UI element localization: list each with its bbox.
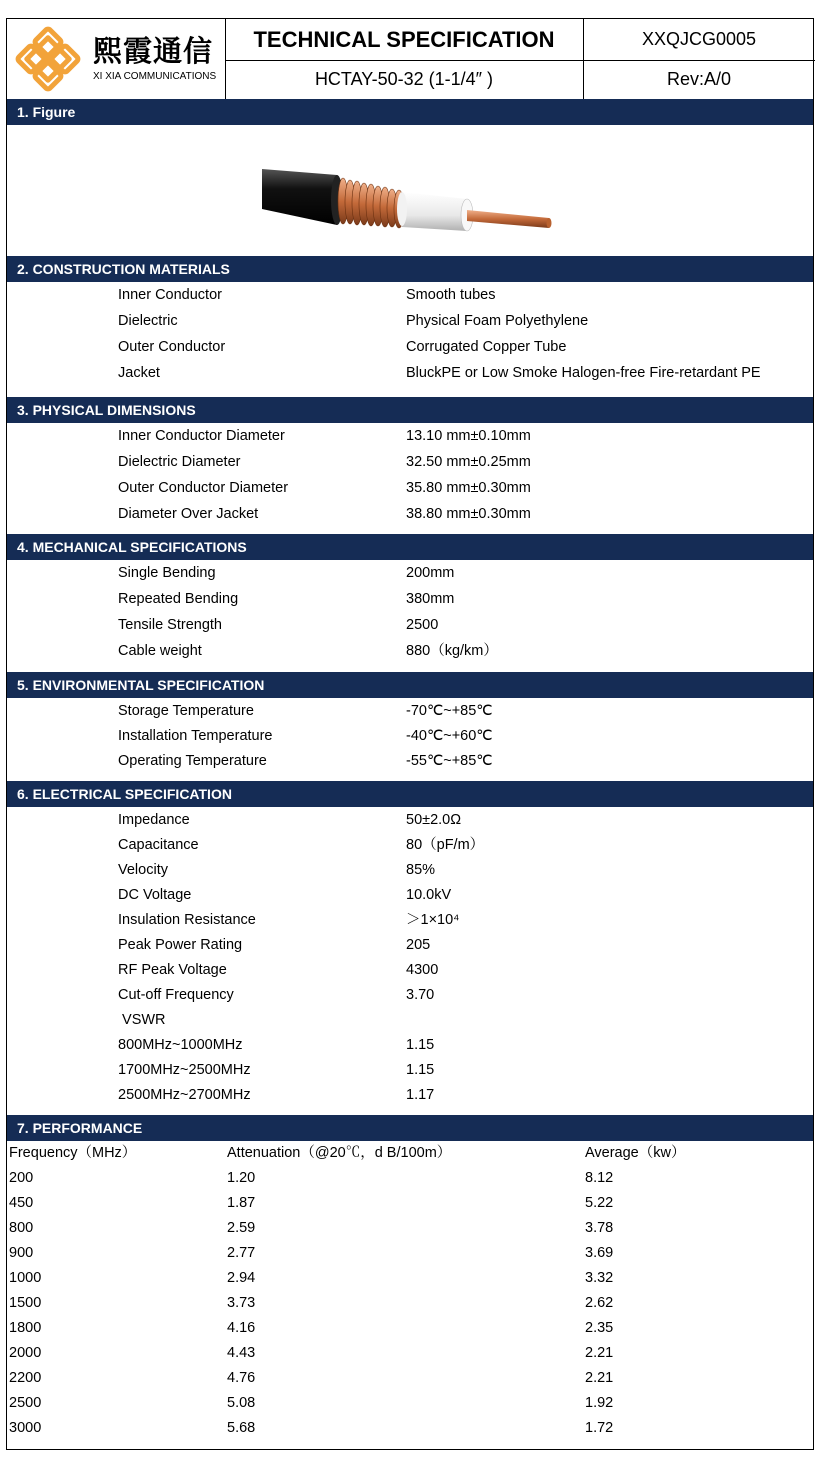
spec-row	[7, 560, 813, 586]
spec-row	[7, 282, 813, 308]
spec-value: Corrugated Copper Tube	[406, 339, 567, 355]
cell-average: 2.21	[585, 1370, 614, 1386]
revision: Rev:A/0	[666, 69, 732, 89]
spec-label: Dielectric	[118, 313, 178, 329]
spec-label: RF Peak Voltage	[118, 962, 227, 978]
table-row	[7, 1341, 813, 1366]
cell-frequency: 450	[9, 1195, 34, 1211]
spec-row	[7, 475, 813, 501]
spec-label: Velocity	[118, 862, 168, 878]
cell-average: 5.22	[585, 1195, 614, 1211]
spec-value: 4300	[406, 962, 439, 978]
spec-label: Insulation Resistance	[118, 912, 256, 928]
spec-row	[7, 982, 813, 1008]
cell-frequency: 2200	[9, 1370, 42, 1386]
cell-attenuation: 2.94	[227, 1270, 256, 1286]
spec-row	[7, 501, 813, 527]
table-row	[7, 1191, 813, 1216]
cable-figure	[257, 161, 557, 251]
spec-row	[7, 638, 813, 664]
cell-attenuation: 4.43	[227, 1345, 256, 1361]
spec-value: 1.17	[406, 1087, 435, 1103]
spec-label: Cable weight	[118, 643, 202, 659]
header	[7, 19, 813, 100]
spec-label: Operating Temperature	[118, 753, 267, 769]
table-row	[7, 1216, 813, 1241]
spec-label: DC Voltage	[118, 887, 192, 903]
spec-value: 1.15	[406, 1037, 435, 1053]
spec-value: 32.50 mm±0.25mm	[406, 454, 531, 470]
spec-label: Impedance	[118, 812, 190, 828]
cell-attenuation: 3.73	[227, 1295, 256, 1311]
spec-row	[7, 360, 813, 386]
spec-label: Jacket	[118, 365, 160, 381]
cell-attenuation: 5.68	[227, 1420, 256, 1436]
spec-value: 35.80 mm±0.30mm	[406, 480, 531, 496]
cell-average: 8.12	[585, 1170, 614, 1186]
table-row	[7, 1241, 813, 1266]
doc-title: TECHNICAL SPECIFICATION	[225, 19, 584, 61]
cell-attenuation: 4.16	[227, 1320, 256, 1336]
spec-label: Repeated Bending	[118, 591, 239, 607]
spec-value: -55℃~+85℃	[406, 753, 493, 769]
cell-frequency: 2000	[9, 1345, 42, 1361]
spec-row	[7, 857, 813, 883]
spec-sheet	[6, 18, 814, 1450]
company-name-cn: 熙霞通信	[93, 36, 214, 68]
spec-value: 85%	[406, 862, 436, 878]
cell-attenuation: 4.76	[227, 1370, 256, 1386]
model-number: HCTAY-50-32 (1-1/4″ )	[225, 60, 584, 99]
spec-value: Smooth tubes	[406, 287, 496, 303]
table-row	[7, 1316, 813, 1341]
spec-row	[7, 748, 813, 774]
spec-row	[7, 932, 813, 958]
section-environmental: 5. ENVIRONMENTAL SPECIFICATION	[7, 672, 813, 698]
cell-average: 2.62	[585, 1295, 614, 1311]
section-physical: 3. PHYSICAL DIMENSIONS	[7, 397, 813, 423]
spec-label: Single Bending	[118, 565, 216, 581]
cell-average: 3.69	[585, 1245, 614, 1261]
cell-frequency: 1000	[9, 1270, 42, 1286]
spec-row	[7, 907, 813, 933]
spec-row	[7, 723, 813, 749]
spec-value: 2500	[406, 617, 439, 633]
company-name-en: XI XIA COMMUNICATIONS	[93, 71, 217, 82]
spec-row	[7, 449, 813, 475]
cell-average: 2.21	[585, 1345, 614, 1361]
spec-value: BluckPE or Low Smoke Halogen-free Fire-retardant PE	[406, 365, 761, 381]
spec-row	[7, 1082, 813, 1108]
spec-label: Outer Conductor	[118, 339, 226, 355]
cell-average: 1.72	[585, 1420, 614, 1436]
spec-row	[7, 423, 813, 449]
spec-row	[7, 612, 813, 638]
spec-label: Installation Temperature	[118, 728, 273, 744]
cell-average: 3.78	[585, 1220, 614, 1236]
company-logo	[7, 19, 226, 99]
spec-label: Dielectric Diameter	[118, 454, 241, 470]
spec-label: VSWR	[118, 1012, 166, 1028]
cell-frequency: 3000	[9, 1420, 42, 1436]
spec-label: Tensile Strength	[118, 617, 222, 633]
spec-label: 2500MHz~2700MHz	[118, 1087, 251, 1103]
section-mechanical: 4. MECHANICAL SPECIFICATIONS	[7, 534, 813, 560]
cell-average: 3.32	[585, 1270, 614, 1286]
section-performance: 7. PERFORMANCE	[7, 1115, 813, 1141]
table-row	[7, 1166, 813, 1191]
spec-label: Inner Conductor Diameter	[118, 428, 285, 444]
spec-value: Physical Foam Polyethylene	[406, 313, 589, 329]
section-electrical: 6. ELECTRICAL SPECIFICATION	[7, 781, 813, 807]
cell-frequency: 900	[9, 1245, 34, 1261]
col-average-power: Average（kw）	[585, 1145, 686, 1161]
cell-average: 1.92	[585, 1395, 614, 1411]
spec-value: 200mm	[406, 565, 455, 581]
spec-value: -40℃~+60℃	[406, 728, 493, 744]
spec-row	[7, 832, 813, 858]
cell-frequency: 200	[9, 1170, 34, 1186]
cell-frequency: 800	[9, 1220, 34, 1236]
cell-attenuation: 1.87	[227, 1195, 256, 1211]
spec-value: 1.15	[406, 1062, 435, 1078]
cell-frequency: 1500	[9, 1295, 42, 1311]
spec-label: Peak Power Rating	[118, 937, 243, 953]
spec-label: Outer Conductor Diameter	[118, 480, 289, 496]
spec-row	[7, 1007, 813, 1033]
table-row	[7, 1266, 813, 1291]
section-figure: 1. Figure	[7, 99, 813, 125]
spec-value: 38.80 mm±0.30mm	[406, 506, 531, 522]
cell-frequency: 2500	[9, 1395, 42, 1411]
spec-row	[7, 882, 813, 908]
spec-value: 205	[406, 937, 431, 953]
cell-frequency: 1800	[9, 1320, 42, 1336]
spec-row	[7, 1057, 813, 1083]
col-frequency: Frequency（MHz）	[9, 1145, 137, 1161]
table-row	[7, 1366, 813, 1391]
spec-label: Storage Temperature	[118, 703, 254, 719]
spec-label: Cut-off Frequency	[118, 987, 234, 1003]
spec-value: 13.10 mm±0.10mm	[406, 428, 531, 444]
spec-row	[7, 698, 813, 724]
spec-value: 880（kg/km）	[406, 643, 498, 659]
performance-header	[7, 1141, 813, 1166]
table-row	[7, 1416, 813, 1441]
spec-row	[7, 586, 813, 612]
spec-value: 80（pF/m）	[406, 837, 485, 853]
spec-label: Diameter Over Jacket	[118, 506, 259, 522]
spec-row	[7, 1032, 813, 1058]
section-construction: 2. CONSTRUCTION MATERIALS	[7, 256, 813, 282]
spec-row	[7, 308, 813, 334]
logo-knot-icon	[13, 24, 83, 94]
table-row	[7, 1391, 813, 1416]
spec-row	[7, 807, 813, 833]
spec-label: Capacitance	[118, 837, 199, 853]
cell-average: 2.35	[585, 1320, 614, 1336]
col-attenuation: Attenuation（@20℃，d B/100m）	[227, 1145, 452, 1161]
spec-row	[7, 334, 813, 360]
spec-label: 800MHz~1000MHz	[118, 1037, 243, 1053]
spec-value: 3.70	[406, 987, 435, 1003]
cell-attenuation: 1.20	[227, 1170, 256, 1186]
table-row	[7, 1291, 813, 1316]
spec-value: -70℃~+85℃	[406, 703, 493, 719]
spec-row	[7, 957, 813, 983]
spec-value: 380mm	[406, 591, 455, 607]
cell-attenuation: 2.77	[227, 1245, 256, 1261]
cell-attenuation: 2.59	[227, 1220, 256, 1236]
spec-value: 50±2.0Ω	[406, 812, 462, 828]
spec-value: ＞1×10⁴	[406, 912, 460, 928]
cell-attenuation: 5.08	[227, 1395, 256, 1411]
spec-label: Inner Conductor	[118, 287, 222, 303]
spec-value: 10.0kV	[406, 887, 452, 903]
spec-label: 1700MHz~2500MHz	[118, 1062, 251, 1078]
doc-number: XXQJCG0005	[583, 19, 815, 61]
